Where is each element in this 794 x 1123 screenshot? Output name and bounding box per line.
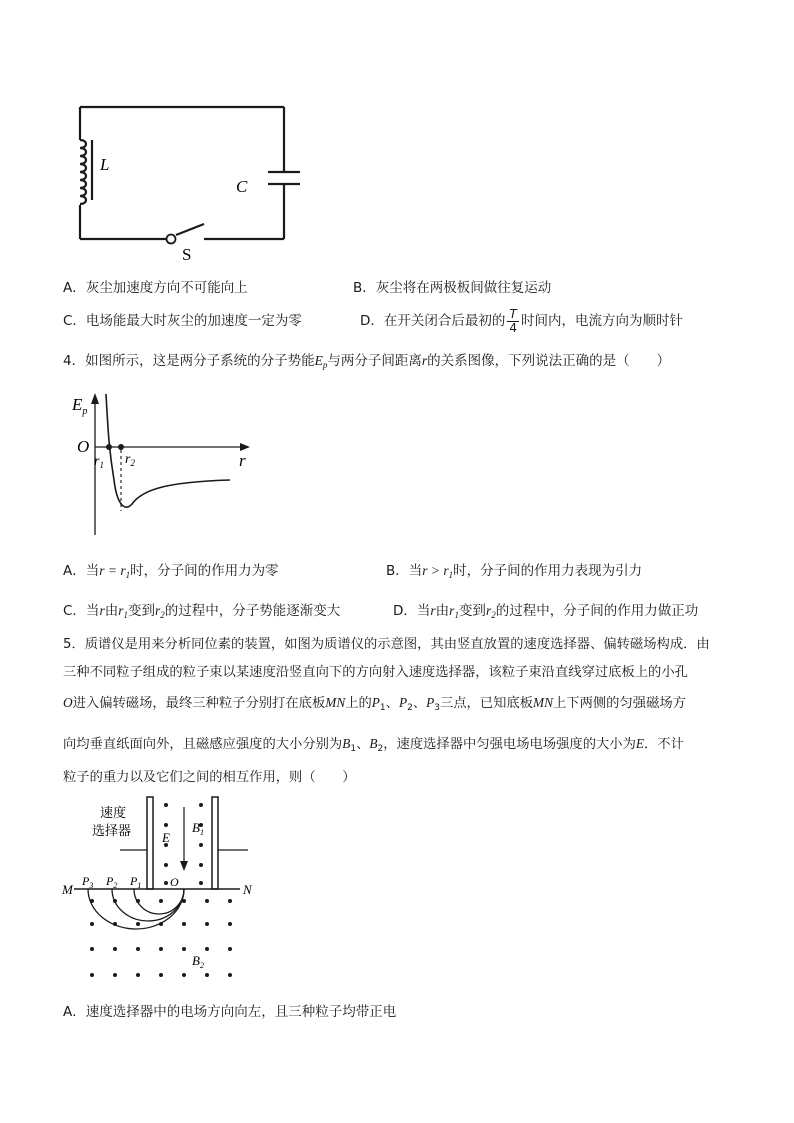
q4-stem-prefix: 4．如图所示，这是两分子系统的分子势能 <box>63 353 315 369</box>
q4-c-r2-sub: 2 <box>160 610 165 620</box>
x-axis-label: r <box>239 451 246 470</box>
q4-d-r2: r <box>485 603 492 618</box>
fraction-denominator: 4 <box>509 320 518 335</box>
q4-c-r2: r <box>154 603 161 618</box>
q5-stem-line3 <box>63 694 686 717</box>
q4-a-subscript: 1 <box>125 570 131 580</box>
potential-curve <box>106 394 230 507</box>
p1-label: $P_1$ <box>130 874 142 890</box>
q5-option-a: A．速度选择器中的电场方向向左，且三种粒子均带正电 <box>63 1004 397 1020</box>
q4-c-to: 变到 <box>127 603 155 619</box>
q4-stem-ep-subscript: p <box>322 360 328 370</box>
e-field-label: E <box>162 830 170 845</box>
b1-label: $B_1$ <box>192 820 204 837</box>
q3-option-c: C．电场能最大时灰尘的加速度一定为零 <box>63 313 302 329</box>
q4-c-prefix: C．当 <box>63 603 100 619</box>
q4-b-prefix: B．当 <box>386 563 423 579</box>
q5-l4-a: 向均垂直纸面向外，且磁感应强度的大小分别为 <box>63 737 343 752</box>
q5-b2-sub: 2 <box>377 744 384 754</box>
field-arrow-head <box>180 861 188 871</box>
y-axis-arrow <box>91 393 99 404</box>
capacitor-label: C <box>236 177 248 196</box>
q5-stem-line2: 三种不同粒子组成的粒子束以某速度沿竖直向下的方向射入速度选择器，该粒子束沿直线穿过底板上的小孔 <box>63 665 688 680</box>
q4-d-r1: r <box>449 603 455 618</box>
q4-stem-ep-symbol: E <box>314 353 323 368</box>
y-axis-label: $E_p$ <box>72 395 88 417</box>
q5-b2: B <box>369 736 378 751</box>
inductor-coil <box>80 140 86 204</box>
selector-right-plate <box>212 797 218 889</box>
q5-stem-line5: 粒子的重力以及它们之间的相互作用，则（ ） <box>63 770 356 785</box>
q4-c-suffix: 的过程中，分子势能逐渐变大 <box>164 603 341 619</box>
q3-option-b: B．灰尘将在两极板间做往复运动 <box>353 280 552 296</box>
q4-option-a <box>63 562 279 584</box>
p2-label: $P_2$ <box>106 874 118 890</box>
q4-stem-r: r <box>421 353 428 368</box>
q4-a-prefix: A．当 <box>63 563 100 579</box>
q4-option-b <box>386 562 642 584</box>
q4-c-r1-sub: 1 <box>123 610 128 620</box>
q5-b1: B <box>342 736 351 751</box>
q5-stem-line4 <box>63 735 684 758</box>
r1-point <box>106 444 112 450</box>
trajectory-p3 <box>88 889 184 929</box>
fraction-numerator: T <box>507 308 519 322</box>
q5-stem-line1: 5．质谱仪是用来分析同位素的装置，如图为质谱仪的示意图，其由竖直放置的速度选择器、偏转磁场构成．由 <box>63 637 710 652</box>
q5-p3: P <box>426 695 435 710</box>
origin-label: O <box>77 437 90 456</box>
q4-d-r: r <box>430 603 436 618</box>
fraction-t-over-4 <box>507 308 519 335</box>
q4-c-r1: r <box>118 603 124 618</box>
trajectory-p2 <box>112 889 184 921</box>
q5-b1-sub: 1 <box>350 744 357 754</box>
q5-l4-d: ．不计 <box>644 737 684 752</box>
q4-b-expression: r > r <box>422 563 449 578</box>
q5-o: O <box>63 695 73 710</box>
q5-l4-c: ，速度选择器中匀强电场电场强度的大小为 <box>383 737 636 752</box>
q4-d-r1-sub: 1 <box>454 610 459 620</box>
lc-circuit-figure <box>70 100 300 264</box>
q5-p3-sub: 3 <box>434 703 440 713</box>
q5-p1-sub: 1 <box>379 703 386 713</box>
q5-sep1: 、 <box>385 696 399 711</box>
q3-option-d-suffix: 时间内，电流方向为顺时针 <box>521 313 684 329</box>
q4-stem-middle: 与两分子间距离 <box>327 353 422 369</box>
q4-d-to: 变到 <box>458 603 486 619</box>
q4-d-r2-sub: 2 <box>491 610 496 620</box>
n-label: N <box>243 882 252 897</box>
switch-label: S <box>182 245 192 264</box>
q5-sep2: 、 <box>412 696 427 711</box>
q3-option-a: A．灰尘加速度方向不可能向上 <box>63 280 248 296</box>
q4-option-c <box>63 602 340 624</box>
switch-pivot <box>167 235 176 244</box>
q4-d-prefix: D．当 <box>393 603 431 619</box>
potential-energy-graph <box>70 390 260 540</box>
q4-b-suffix: 时，分子间的作用力表现为引力 <box>453 563 643 579</box>
q5-mn: MN <box>325 695 346 710</box>
r2-label: $r_2$ <box>125 452 135 468</box>
inductor-label: L <box>100 155 110 174</box>
selector-left-plate <box>147 797 153 889</box>
q4-stem-suffix: 的关系图像，下列说法正确的是（ ） <box>427 353 671 369</box>
q3-option-d <box>360 305 683 337</box>
mass-spectrometer-figure <box>62 797 262 992</box>
selector-label-line1: 速度 <box>100 805 127 820</box>
m-label: M <box>62 882 73 897</box>
selector-label-line2: 选择器 <box>92 823 132 838</box>
q4-b-subscript: 1 <box>448 570 454 580</box>
q5-e: E <box>635 736 645 751</box>
q4-a-expression: r = r <box>99 563 126 578</box>
q5-l3-b: 进入偏转磁场，最终三种粒子分别打在底板 <box>72 696 326 711</box>
x-axis-arrow <box>240 443 250 451</box>
r2-point <box>118 444 124 450</box>
q4-option-d <box>393 602 698 624</box>
p3-label: $P_3$ <box>82 874 94 890</box>
b2-label: $B_2$ <box>192 953 204 970</box>
q5-l3-d: 三点，已知底板 <box>439 696 534 711</box>
switch-blade <box>176 224 204 235</box>
q4-c-from: 由 <box>104 603 119 619</box>
q5-l3-c: 上的 <box>345 696 372 711</box>
q5-p1: P <box>371 695 380 710</box>
q4-d-from: 由 <box>435 603 450 619</box>
q5-p2-sub: 2 <box>407 703 413 713</box>
q5-l3-e: 上下两侧的匀强磁场方 <box>553 696 686 711</box>
o-hole-label: O <box>170 875 179 889</box>
q3-option-d-prefix: D．在开关闭合后最初的 <box>360 313 506 329</box>
q4-stem-ep <box>315 353 328 368</box>
q4-stem <box>63 352 670 374</box>
q5-l4-sep: 、 <box>356 737 370 752</box>
q5-p2: P <box>398 695 408 710</box>
q4-a-suffix: 时，分子间的作用力为零 <box>130 563 279 579</box>
lower-field-dots <box>90 899 232 977</box>
q4-d-suffix: 的过程中，分子间的作用力做正功 <box>495 603 699 619</box>
q5-mn2: MN <box>533 695 553 710</box>
r1-label: $r_1$ <box>94 454 104 470</box>
q4-c-r: r <box>99 603 105 618</box>
